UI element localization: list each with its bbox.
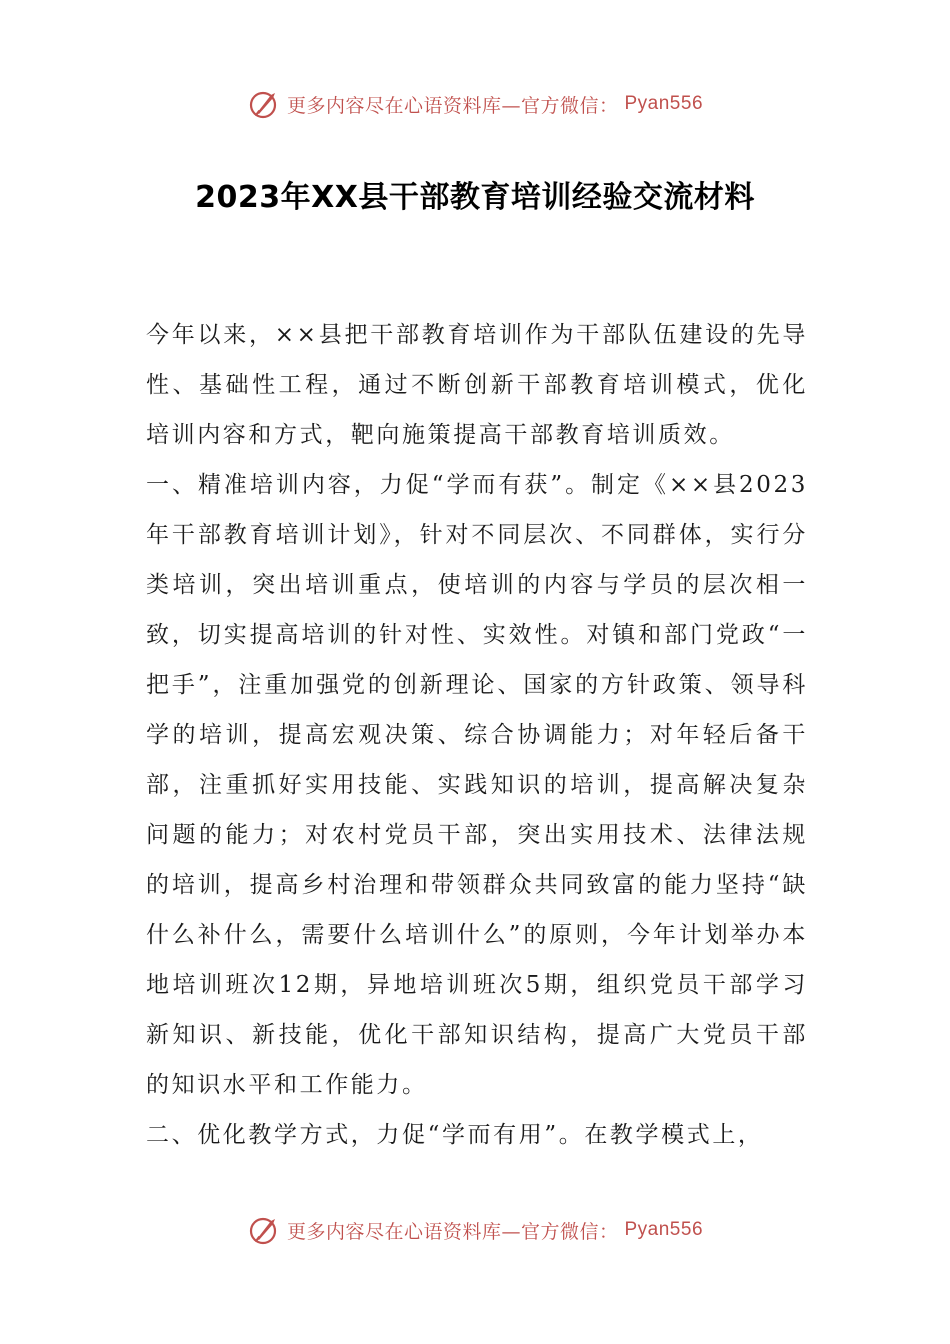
watermark-text: 更多内容尽在心语资料库—官方微信： (286, 1220, 619, 1243)
watermark-text: 更多内容尽在心语资料库—官方微信： (286, 94, 619, 117)
document-body (146, 310, 808, 1160)
quill-pen-logo (247, 87, 281, 121)
footer-watermark (0, 1210, 950, 1250)
document-title: 2023年XX县干部教育培训经验交流材料 (195, 180, 755, 215)
watermark-wechat-id: Pyan556 (624, 93, 704, 114)
quill-pen-logo (247, 1213, 281, 1247)
paragraph-intro: 今年以来，××县把干部教育培训作为干部队伍建设的先导性、基础性工程，通过不断创新干部教育培训模式，优化培训内容和方式，靶向施策提高干部教育培训质效。 (146, 322, 808, 448)
watermark-wechat-id: Pyan556 (624, 1219, 704, 1240)
header-watermark (0, 84, 950, 124)
paragraph-section-2: 二、优化教学方式，力促“学而有用”。在教学模式上， (146, 1122, 764, 1148)
paragraph-section-1: 一、精准培训内容，力促“学而有获”。制定《××县2023年干部教育培训计划》，针对不同层次、不同群体，实行分类培训，突出培训重点，使培训的内容与学员的层次相一致，切实提高培训的针对性、实效性。对镇和部门党政“一把手”，注重加强党的创新理论、国家的方针政策、领导科学的培训，提高宏观决策、综合协调能力；对年轻后备干部，注重抓好实用技能、实践知识的培训，提高解决复杂问题的能力；对农村党员干部，突出实用技术、法律法规的培训，提高乡村治理和带领群众共同致富的能力坚持“缺什么补什么，需要什么培训什么”的原则，今年计划举办本地培训班次12期，异地培训班次5期，组织党员干部学习新知识、新技能，优化干部知识结构，提高广大党员干部的知识水平和工作能力。 (146, 472, 808, 1098)
